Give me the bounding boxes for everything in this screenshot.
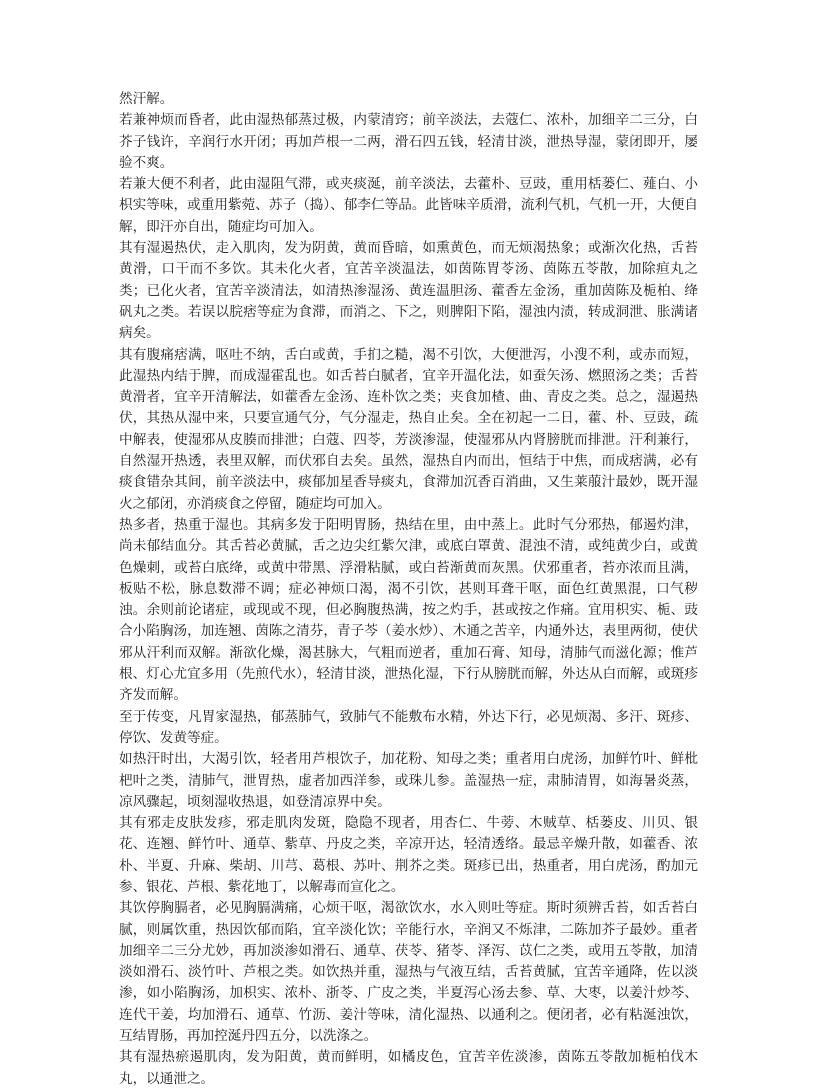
- paragraph-10: 其饮停胸膈者，必见胸膈满痛，心烦干呕，渴欲饮水，水入则吐等症。斯时须辨舌苔，如舌苔白腻，则属饮重，热因饮郁而陷，宜辛淡化饮；辛能行水，辛润又不烁津，二陈加芥子最妙。重者加细辛二三分尤妙，再加淡渗如滑石、通草、茯苓、猪苓、泽泻、苡仁之类，或用五苓散，加清淡如滑石、淡竹叶、芦根之类。如饮热并重，湿热与气液互结，舌苔黄腻，宜苦辛通降，佐以淡渗，如小陷胸汤，加枳实、浓朴、浙苓、广皮之类，半夏泻心汤去参、草、大枣，以姜汁炒芩、连代干姜，均加滑石、通草、竹沥、姜汁等味，清化湿热、以通利之。便闭者，必有粘涎浊饮，互结胃肠，再加控涎丹四五分，以洗涤之。: [119, 900, 698, 1045]
- paragraph-7: 至于传变，凡胃家湿热，郁蒸肺气，致肺气不能敷布水精，外达下行，必见烦渴、多汗、斑疹、停饮、发黄等症。: [119, 708, 698, 746]
- paragraph-2: 若兼神烦而昏者，此由湿热郁蒸过极，内蒙清窍；前辛淡法，去蔻仁、浓朴，加细辛二三分，白芥子钱许，辛润行水开闭；再加芦根一二两，滑石四五钱，轻清甘淡，泄热导湿，蒙闭即开，屡验不爽。: [119, 112, 698, 171]
- paragraph-4: 其有湿遏热伏，走入肌肉，发为阴黄，黄而昏暗，如熏黄色，而无烦渴热象；或渐次化热，舌苔黄滑，口干而不多饮。其未化火者，宜苦辛淡温法，如茵陈胃苓汤、茵陈五苓散，加除疸丸之类；已化火者，宜苦辛淡清法，如清热渗湿汤、黄连温胆汤、藿香左金汤，重加茵陈及栀柏、绛矾丸之类。若误以脘痞等症为食滞，而消之、下之，则脾阳下陷，湿浊内渍，转成洞泄、胀满诸病矣。: [119, 240, 698, 342]
- paragraph-8: 如热汗时出，大渴引饮，轻者用芦根饮子，加花粉、知母之类；重者用白虎汤，加鲜竹叶、鲜枇杷叶之类，清肺气，泄胃热，虚者加西洋参，或珠儿参。盖湿热一症，肃肺清胃，如海暑炎蒸，凉风骤起，顷刻湿收热退，如登清凉界中矣。: [119, 751, 698, 810]
- paragraph-9: 其有邪走皮肤发疹，邪走肌肉发斑，隐隐不现者，用杏仁、牛蒡、木贼草、栝蒌皮、川贝、银花、连翘、鲜竹叶、通草、紫草、丹皮之类，辛凉开达，轻清透络。最忌辛燥升散，如藿香、浓朴、半夏、升麻、柴胡、川芎、葛根、苏叶、荆芥之类。斑疹已出，热重者，用白虎汤，酌加元参、银花、芦根、紫花地丁，以解毒而宣化之。: [119, 815, 698, 895]
- paragraph-1: 然汗解。: [119, 91, 174, 107]
- document-body: [119, 89, 698, 1090]
- paragraph-6: 热多者，热重于湿也。其病多发于阳明胃肠，热结在里，由中蒸上。此时气分邪热，郁遏灼津，尚未郁结血分。其舌苔必黄腻，舌之边尖红紫欠津，或底白罩黄、混浊不清，或纯黄少白，或黄色燥刺，或苔白底绛，或黄中带黑、浮滑粘腻，或白苔渐黄而灰黑。伏邪重者，苔亦浓而且满，板贴不松，脉息数滞不调；症必神烦口渴，渴不引饮，甚则耳聋干呕，面色红黄黑混，口气秽浊。余则前论诸症，或现或不现，但必胸腹热满，按之灼手，甚或按之作痛。宜用枳实、栀、豉合小陷胸汤，加连翘、茵陈之清芬，青子芩（姜水炒）、木通之苦辛，内通外达，表里两彻，使伏邪从汗利而双解。渐欲化燥，渴甚脉大，气粗而逆者，重加石膏、知母，清肺气而滋化源；惟芦根、灯心尤宜多用（先煎代水），轻清甘淡，泄热化湿，下行从膀胱而解，外达从白而解，或斑疹齐发而解。: [119, 516, 698, 704]
- paragraph-3: 若兼大便不利者，此由湿阻气滞，或夹痰涎，前辛淡法，去藿朴、豆豉，重用栝蒌仁、薤白、小枳实等味，或重用紫菀、苏子（捣）、郁李仁等品。此皆味辛质滑，流利气机，气机一开，大便自解，即汗亦自出，随症均可加入。: [119, 176, 698, 235]
- paragraph-11: 其有湿热瘀遏肌肉，发为阳黄，黄而鲜明，如橘皮色，宜苦辛佐淡渗，茵陈五苓散加栀柏伐木丸，以通泄之。: [119, 1049, 698, 1087]
- paragraph-5: 其有腹痛痞满，呕吐不纳，舌白或黄，手扪之糙，渴不引饮，大便泄泻，小溲不利，或赤而短，此湿热内结于脾，而成湿霍乱也。如舌苔白腻者，宜辛开温化法，如蚕矢汤、燃照汤之类；舌苔黄滑者，宜辛开清解法，如藿香左金汤、连朴饮之类；夹食加楂、曲、青皮之类。总之，湿遏热伏，其热从湿中来，只要宣通气分，气分湿走，热自止矣。全在初起一二日，藿、朴、豆豉，疏中解表，使湿邪从皮腠而排泄；白蔻、四苓，芳淡渗湿，使湿邪从内肾膀胱而排泄。汗利兼行，自然湿开热透，表里双解，而伏邪自去矣。虽然，湿热自内而出，恒结于中焦，而成痞满，必有痰食错杂其间，前辛淡法中，痰郁加星香导痰丸，食滞加沉香百消曲，又生莱菔汁最妙，既开湿火之郁闭，亦消痰食之停留，随症均可加入。: [119, 346, 698, 512]
